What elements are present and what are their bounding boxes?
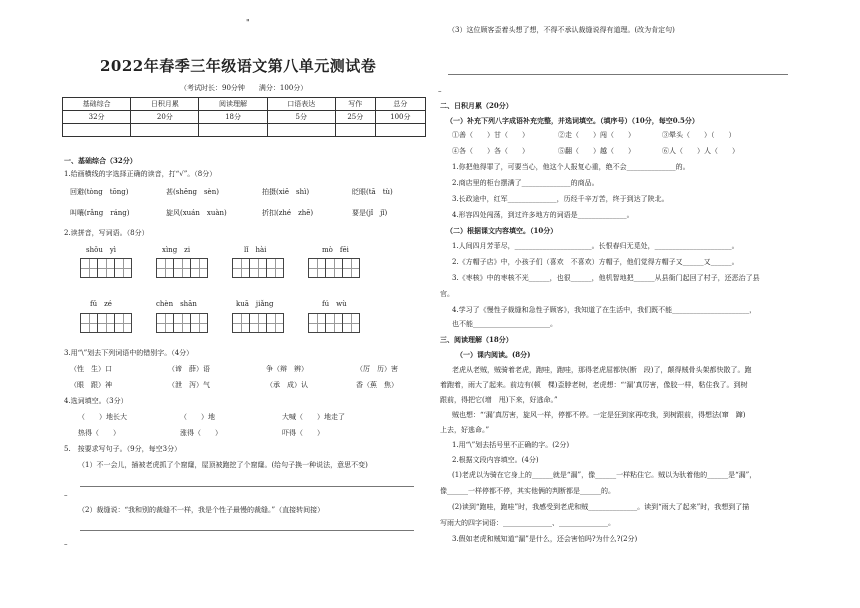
pinyin-label: lǐ hài: [244, 246, 267, 254]
score-blank[interactable]: [63, 124, 131, 137]
question-1: 1.给画横线的字选择正确的读音，打“√”。（8分）: [64, 170, 217, 178]
question-3: 3.用“\”划去下列词语中的错别字。（4分）: [64, 349, 194, 357]
header-dot: ": [246, 18, 250, 27]
q1-item[interactable]: 要是(jǐ jǐ): [352, 209, 388, 217]
fill-sentence[interactable]: 3.《枣核》中的枣核不光______，也很______，他机智地把______从县衙门起回了村子，还恶治了县: [452, 274, 760, 282]
score-points: 5分: [267, 111, 335, 124]
section-2-heading: 二、日积月累（20分）: [440, 101, 513, 110]
score-header: 日积月累: [131, 98, 199, 111]
section-1-heading: 一、基础综合（32分）: [64, 156, 137, 165]
idiom-item[interactable]: ①善（ ）甘（ ）: [452, 131, 529, 139]
idiom-item[interactable]: ③晕头（ ）（ ）: [662, 131, 736, 139]
dash-mark: –: [64, 540, 68, 548]
pinyin-label: xìng zi: [162, 246, 191, 254]
idiom-item[interactable]: ⑥人（ ）人（ ）: [662, 147, 739, 155]
pinyin-label: shǒu yì: [86, 246, 117, 254]
reading-blank[interactable]: 像______一样停都不停，其实他俩的判断都是______的。: [440, 487, 615, 495]
answer-line[interactable]: [80, 530, 414, 531]
q1-item[interactable]: 拍摄(xiē shì): [262, 188, 310, 196]
passage-line: 跟前，得把它(增 甩)下来，好逃命。”: [440, 396, 558, 404]
q1-item[interactable]: 旋风(xuán xuàn): [166, 209, 227, 217]
score-blank[interactable]: [199, 124, 267, 137]
q3-item[interactable]: （眼 跟）神: [70, 381, 112, 389]
fill-sentence[interactable]: 也不能______________________。: [452, 320, 557, 328]
passage-line: 着跑着，雨大了起来。前边有(顿 棵)歪脖老树，老虎想：“‘漏’真厉害，像胶一样，粘住我了。到树: [440, 381, 748, 389]
fill-sentence[interactable]: 2.商店里的柜台摆满了______________的商品。: [452, 179, 599, 187]
reading-blank[interactable]: 写雨大的四字词语：______________、______________。: [440, 519, 615, 527]
reading-question: 3.假如老虎和贼知道“漏”是什么，还会害怕吗?为什么?(2分): [452, 535, 638, 543]
pinyin-label: kuā jiǎng: [236, 300, 274, 308]
q3-item[interactable]: （性 生）口: [70, 365, 112, 373]
writing-grid[interactable]: [308, 258, 359, 278]
section-2-part-1: （一）补充下列八字成语补充完整，并选词填空。（填序号）（10分，每空0.5分）: [446, 116, 699, 125]
score-blank[interactable]: [375, 124, 425, 137]
fill-sentence[interactable]: 3.长政途中，红军______________，历经千辛万苦，终于到达了陕北。: [452, 195, 669, 203]
pinyin-label: fǔ zé: [90, 300, 112, 308]
score-blank[interactable]: [267, 124, 335, 137]
fill-sentence[interactable]: 4.学习了《慢性子裁缝和急性子顾客》，我知道了在生活中，我们既不能______________________，: [452, 306, 757, 314]
q4-item[interactable]: 热得（ ）: [78, 429, 120, 437]
q3-item[interactable]: （厉 历）害: [356, 365, 398, 373]
writing-grid[interactable]: [80, 313, 131, 333]
score-points: 100分: [375, 111, 425, 124]
fill-sentence[interactable]: 官。: [440, 290, 454, 298]
idiom-item[interactable]: ②走（ ）闯（ ）: [558, 131, 635, 139]
score-points: 20分: [131, 111, 199, 124]
reading-blank[interactable]: (1)老虎以为骑在它身上的______就是“漏”，像______一样粘住它。贼以为驮着他的______是“漏”，: [452, 471, 757, 479]
passage-line: 老虎从老贼，贼骑着老虎，跑哇，跑哇，那得老虎屈都快(断 段)了，颠得贼骨头架都快散了。跑: [452, 366, 752, 374]
section-2-part-2: （二）根据课文内容填空。（10分）: [446, 226, 558, 235]
reading-question: 1.用“\”划去括号里不正确的字。(2分): [452, 441, 570, 449]
section-3-heading: 三、阅读理解（18分）: [440, 335, 513, 344]
q3-item[interactable]: （泄 泻）气: [168, 381, 210, 389]
section-3-part-1: （一）课内阅读。(8分): [456, 350, 531, 359]
dash-mark: –: [438, 87, 442, 95]
page-title: 2022年春季三年级语文第八单元测试卷: [100, 57, 377, 75]
q4-item[interactable]: （ ）地长大: [78, 413, 127, 421]
score-header: 总分: [375, 98, 425, 111]
pinyin-label: fú wù: [322, 300, 347, 308]
q4-item[interactable]: 涨得（ ）: [180, 429, 222, 437]
idiom-item[interactable]: ④各（ ）各（ ）: [452, 147, 529, 155]
score-blank[interactable]: [131, 124, 199, 137]
q3-item[interactable]: （谛 薛）语: [168, 365, 210, 373]
question-4: 4.选词填空。（3分）: [64, 397, 128, 405]
answer-line[interactable]: [80, 486, 414, 487]
q1-item[interactable]: 眨眼(tā tù): [352, 188, 393, 196]
score-header: 口语表达: [267, 98, 335, 111]
score-header: 写作: [335, 98, 375, 111]
q1-item[interactable]: 甚(shēng sèn): [166, 188, 219, 196]
question-2: 2.读拼音，写词语。（8分）: [64, 229, 149, 237]
question-5-2: （2）裁缝说：“我和别的裁缝不一样，我是个性子最慢的裁缝。”（直接转间接）: [78, 506, 325, 514]
answer-line[interactable]: [448, 74, 788, 75]
question-5-1: （1）不一会儿，插被老虎抓了个窟窿，屋顶被跑挖了个窟窿。(给句子换一种说法，意思不变): [78, 461, 368, 469]
fill-sentence[interactable]: 2.《方帽子店》中，小孩子们（喜欢 不喜欢）方帽子，他们觉得方帽子又______又______。: [452, 258, 739, 266]
writing-grid[interactable]: [232, 313, 283, 333]
passage-line: 贼也想：“‘漏’真厉害，旋风一样，停都不停。一定是狂到家再吃我，到树跟前，得想法(窜 蹿): [452, 411, 746, 419]
writing-grid[interactable]: [156, 258, 207, 278]
reading-question: 2.根据文段内容填空。(4分): [452, 456, 539, 464]
question-5: 5. 按要求写句子。（9分，每空3分）: [64, 445, 182, 453]
exam-info: （考试时长：90分钟 满分：100分）: [180, 84, 308, 92]
score-table: [62, 97, 426, 137]
question-5-3: （3）这位顾客歪着头想了想，不得不承认裁缝说得有道理。(改为肯定句): [448, 26, 675, 34]
writing-grid[interactable]: [308, 313, 359, 333]
score-points: 18分: [199, 111, 267, 124]
fill-sentence[interactable]: 1.人间四月芳菲尽，______________________。长恨春归无觅处，______________________。: [452, 242, 739, 250]
q4-item[interactable]: 吓得（ ）: [282, 429, 324, 437]
q1-item[interactable]: 回避(tòng tōng): [70, 188, 129, 196]
q4-item[interactable]: 大喊（ ）地走了: [282, 413, 345, 421]
q1-item[interactable]: 折扣(zhé zhē): [262, 209, 314, 217]
score-points: 25分: [335, 111, 375, 124]
fill-sentence[interactable]: 1.你把他得罪了，可要当心，他这个人报复心重，绝不会______________的。: [452, 163, 690, 171]
score-blank[interactable]: [335, 124, 375, 137]
q3-item[interactable]: （承 成）认: [266, 381, 308, 389]
q3-item[interactable]: 争（辩 辨）: [266, 365, 308, 373]
score-header: 阅读理解: [199, 98, 267, 111]
fill-sentence[interactable]: 4.形容四处闯荡，到过许多地方的词语是______________。: [452, 211, 634, 219]
score-points: 32分: [63, 111, 131, 124]
writing-grid[interactable]: [156, 313, 207, 333]
q3-item[interactable]: 香（蕉 焦）: [356, 381, 398, 389]
q4-item[interactable]: （ ）地: [180, 413, 215, 421]
passage-line: 上去，好逃命。”: [440, 426, 490, 434]
score-header: 基础综合: [63, 98, 131, 111]
writing-grid[interactable]: [80, 258, 131, 278]
pinyin-label: mò fēi: [322, 246, 349, 254]
pinyin-label: chèn shān: [156, 300, 197, 308]
idiom-item[interactable]: ⑤翻（ ）越（ ）: [558, 147, 635, 155]
reading-blank[interactable]: (2)读到“跑哇，跑哇”时，我感受到老虎和贼______________。读到“雨大了起来”时，我想到了描: [452, 503, 750, 511]
writing-grid[interactable]: [232, 258, 283, 278]
q1-item[interactable]: 叫嚷(rǎng ráng): [70, 209, 130, 217]
dash-mark: –: [64, 491, 68, 499]
